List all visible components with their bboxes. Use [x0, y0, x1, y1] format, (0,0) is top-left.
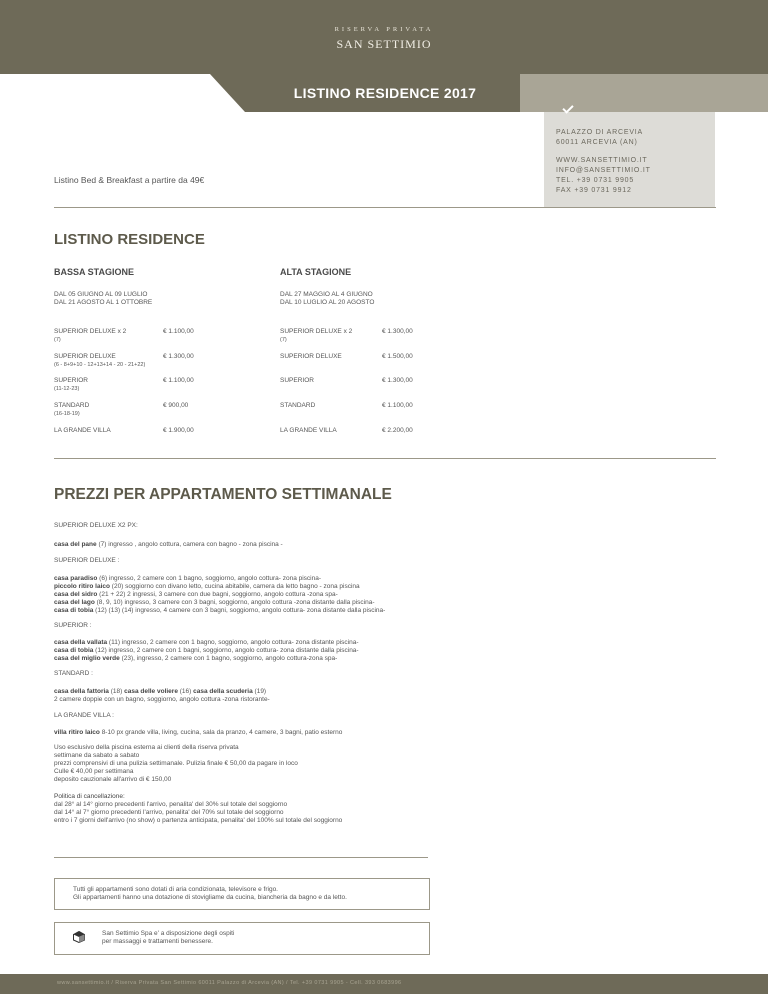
amenities-line2: Gli appartamenti hanno una dotazione di stovigliame da cucina, biancheria da bagno e da letto. — [73, 894, 347, 901]
brand-name: SAN SETTIMIO — [336, 37, 432, 51]
sd-item: casa di tobia (12) (13) (14) ingresso, 4 camere con 3 bagni, soggiorno, angolo cottura- zona distante dalla piscina- — [54, 607, 386, 614]
contact-web[interactable]: WWW.SANSETTIMIO.IT — [556, 157, 648, 164]
spa-line2: per massaggi e trattamenti benessere. — [102, 938, 213, 945]
low-season-dates-1: DAL 05 GIUGNO AL 09 LUGLIO — [54, 291, 148, 298]
std-line1: casa della fattoria (18) casa delle voliere (16) casa della scuderia (19) — [54, 688, 267, 695]
price-row-value: € 1.500,00 — [382, 353, 413, 360]
low-season-dates-2: DAL 21 AGOSTO AL 1 OTTOBRE — [54, 299, 153, 306]
price-row-name: STANDARD (16-18-19) — [54, 402, 90, 417]
villa-line: villa ritiro laico 8-10 px grande villa, living, cucina, sala da pranzo, 4 camere, 3 bagni, patio esterno — [54, 729, 343, 736]
price-row-value: € 900,00 — [163, 402, 189, 409]
amenities-line1: Tutti gli appartamenti sono dotati di aria condizionata, televisore e frigo. — [73, 886, 278, 893]
contact-email[interactable]: INFO@SANSETTIMIO.IT — [556, 167, 651, 174]
low-season-title: BASSA STAGIONE — [54, 267, 135, 277]
sd-item: piccolo ritiro laico (20) soggiorno con divano letto, cucina abitabile, camera da letto bagno - zona piscina — [54, 583, 360, 590]
cancel-title: Politica di cancellazione: — [54, 793, 125, 800]
sup-item: casa della vallata (11) ingresso, 2 camere con 1 bagno, soggiorno, angolo cottura- zona distante piscina- — [54, 639, 359, 646]
contact-fax: FAX +39 0731 9912 — [556, 187, 632, 194]
high-season-dates-2: DAL 10 LUGLIO AL 20 AGOSTO — [280, 299, 375, 306]
price-row-name: SUPERIOR DELUXE (6 - 8+9+10 - 12+13+14 - 20 - 21+22) — [54, 353, 146, 368]
ribbon-light — [500, 74, 768, 112]
price-row-value: € 1.300,00 — [163, 353, 194, 360]
std-line2: 2 camere doppie con un bagno, soggiorno, angolo cottura -zona ristorante- — [54, 696, 270, 703]
price-row-value: € 1.300,00 — [382, 328, 413, 335]
contact-address2: 60011 ARCEVIA (AN) — [556, 139, 638, 146]
spa-cube-icon — [73, 931, 85, 943]
page-title: LISTINO RESIDENCE 2017 — [293, 85, 477, 101]
divider — [54, 857, 428, 858]
price-row-name: SUPERIOR — [280, 377, 314, 384]
price-row-name: STANDARD — [280, 402, 316, 409]
divider — [54, 207, 716, 208]
high-season-title: ALTA STAGIONE — [280, 267, 352, 277]
contact-address1: PALAZZO DI ARCEVIA — [556, 129, 644, 136]
divider — [54, 458, 716, 459]
note-line: deposito cauzionale all'arrivo di € 150,00 — [54, 776, 172, 783]
weekly-title: PREZZI PER APPARTAMENTO SETTIMANALE — [54, 486, 392, 503]
price-row-value: € 1.100,00 — [163, 328, 194, 335]
price-row-name: SUPERIOR (11-12-23) — [54, 377, 88, 392]
bb-price-note: Listino Bed & Breakfast a partire da 49€ — [54, 175, 205, 185]
price-row-name: LA GRANDE VILLA — [280, 427, 337, 434]
high-season-dates-1: DAL 27 MAGGIO AL 4 GIUGNO — [280, 291, 373, 298]
sd2-line: casa del pane (7) ingresso , angolo cottura, camera con bagno - zona piscina - — [54, 541, 283, 548]
note-line: prezzi comprensivi di una pulizia settimanale. Pulizia finale € 50,00 da pagare in loco — [54, 760, 298, 767]
price-row-name: LA GRANDE VILLA — [54, 427, 111, 434]
brand-subtitle: RISERVA PRIVATA — [334, 26, 434, 33]
price-row-value: € 1.100,00 — [163, 377, 194, 384]
price-row-value: € 1.300,00 — [382, 377, 413, 384]
price-row-name: SUPERIOR DELUXE x 2 (7) — [54, 328, 127, 343]
sd-item: casa del sidro (21 + 22) 2 ingressi, 3 camere con due bagni, soggiorno, angolo cottura -zona spa- — [54, 591, 338, 598]
sup-title: SUPERIOR : — [54, 622, 92, 629]
cancel-line: dal 28° al 14° giorno precedenti l'arrivo, penalita' del 30% sul totale del soggiorno — [54, 801, 288, 808]
std-title: STANDARD : — [54, 670, 93, 677]
contact-tel: TEL. +39 0731 9905 — [556, 177, 635, 184]
price-row-name: SUPERIOR DELUXE — [280, 353, 342, 360]
sd2-title: SUPERIOR DELUXE X2 PX: — [54, 522, 138, 529]
price-row-name: SUPERIOR DELUXE x 2 (7) — [280, 328, 353, 343]
note-line: Culle € 40,00 per settimana — [54, 768, 134, 775]
note-line: settimane da sabato a sabato — [54, 752, 140, 759]
cancel-line: dal 14° al 7° giorno precedenti l'arrivo, penalita' del 70% sul totale del soggiorno — [54, 809, 284, 816]
sd-title: SUPERIOR DELUXE : — [54, 557, 120, 564]
cancel-line: entro i 7 giorni dell'arrivo (no show) o partenza anticipata, penalita' del 100% sul totale del soggiorno — [54, 817, 343, 824]
price-row-value: € 1.100,00 — [382, 402, 413, 409]
sd-item: casa del lago (8, 9, 10) ingresso, 3 camere con 3 bagni, soggiorno, angolo cottura -zona distante dalla piscina- — [54, 599, 375, 606]
sup-item: casa di tobia (12) ingresso, 2 camere con 1 bagni, soggiorno, angolo cottura- zona distante dalla piscina- — [54, 647, 359, 654]
note-line: Uso esclusivo della piscina esterna ai clienti della riserva privata — [54, 744, 239, 751]
residence-title: LISTINO RESIDENCE — [54, 231, 205, 248]
footer-text: www.sansettimio.it / Riserva Privata San Settimio 60011 Palazzo di Arcevia (AN) / Tel. +39 0731 9905 - Cell. 393 0683996 — [57, 980, 402, 986]
sup-item: casa del miglio verde (23), ingresso, 2 camere con 1 bagno, soggiorno, angolo cottura-zona spa- — [54, 655, 338, 662]
price-row-value: € 1.900,00 — [163, 427, 194, 434]
spa-line1: San Settimio Spa e' a disposizione degli ospiti — [102, 930, 235, 937]
sd-item: casa paradiso (6) ingresso, 2 camere con 1 bagno, soggiorno, angolo cottura- zona piscina- — [54, 575, 322, 582]
price-row-value: € 2.200,00 — [382, 427, 413, 434]
villa-title: LA GRANDE VILLA : — [54, 712, 114, 719]
